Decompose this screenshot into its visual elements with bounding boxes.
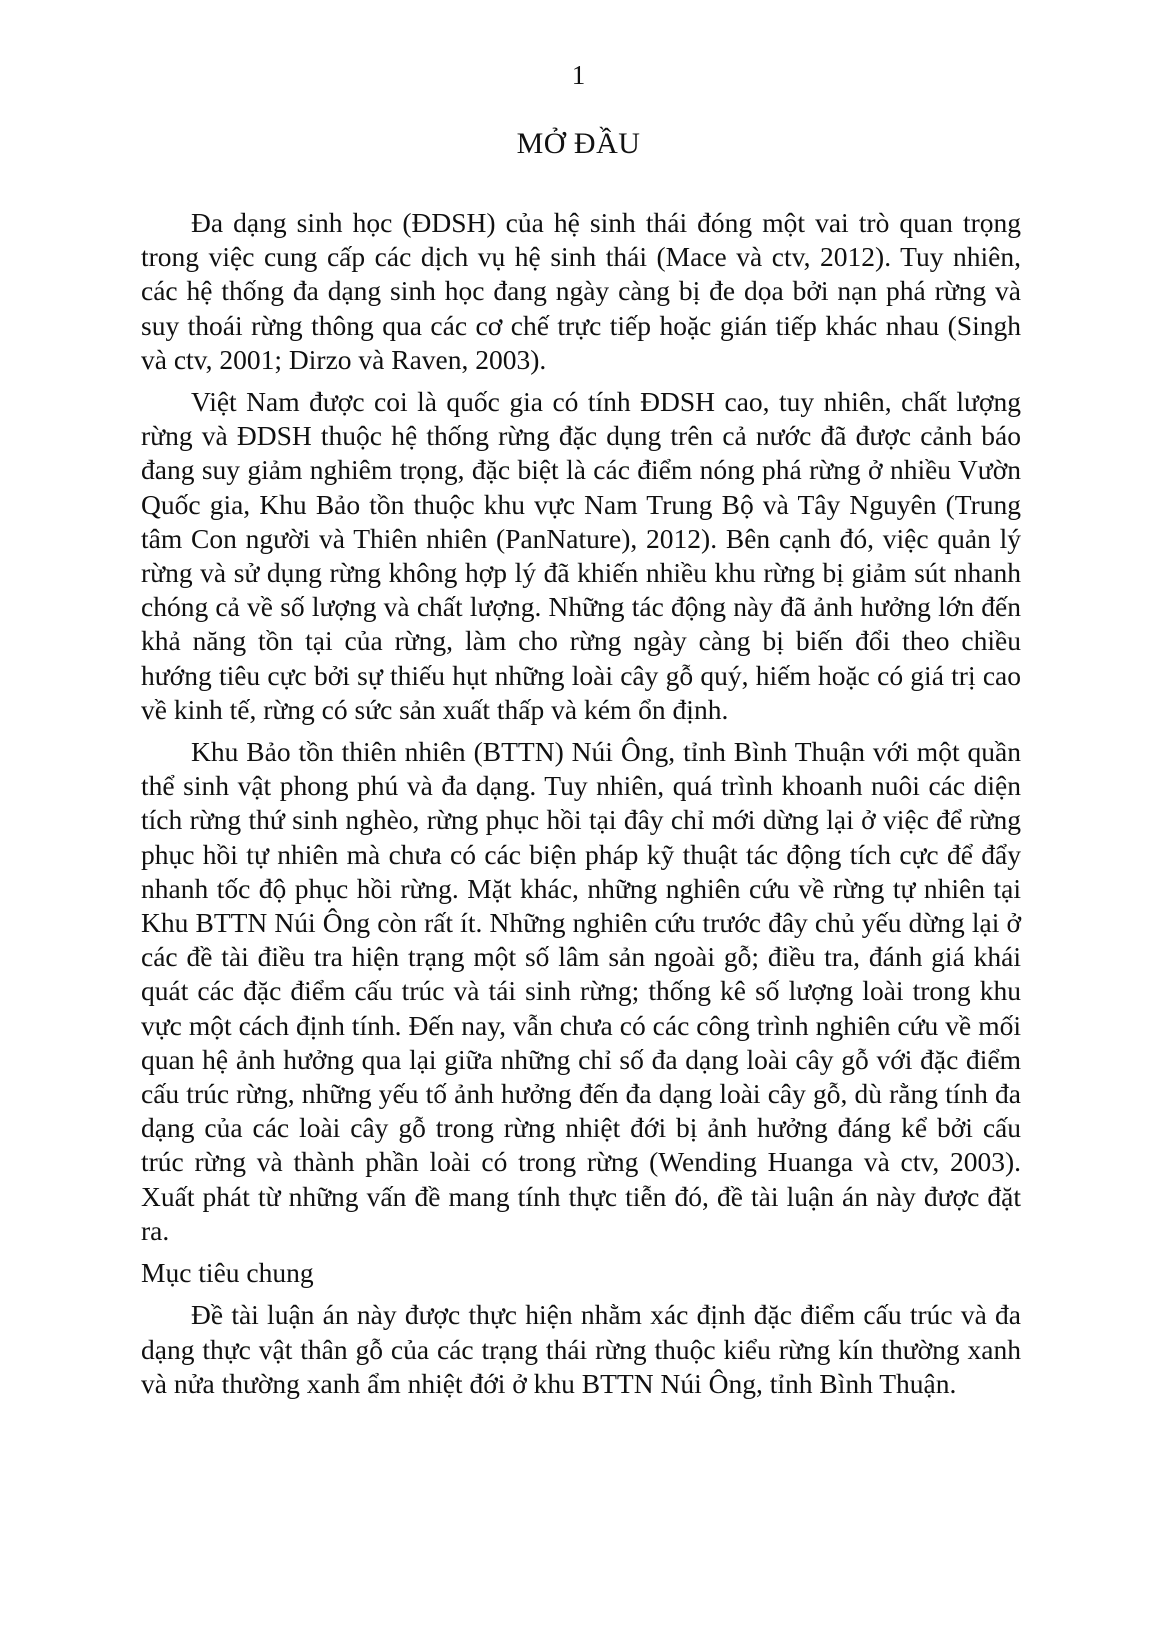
section-heading-general-objective: Mục tiêu chung [141,1257,314,1289]
paragraph-nui-ong-reserve: Khu Bảo tồn thiên nhiên (BTTN) Núi Ông, tỉnh Bình Thuận với một quần thể sinh vật phong phú và đa dạng. Tuy nhiên, quá trình khoanh nuôi các diện tích rừng thứ sinh nghèo, rừng phục hồi tại đây chỉ mới dừng lại ở việc để rừng phục hồi tự nhiên mà chưa có các biện pháp kỹ thuật tác động tích cực để đẩy nhanh tốc độ phục hồi rừng. Mặt khác, những nghiên cứu về rừng tự nhiên tại Khu BTTN Núi Ông còn rất ít. Những nghiên cứu trước đây chủ yếu dừng lại ở các đề tài điều tra hiện trạng một số lâm sản ngoài gỗ; điều tra, đánh giá khái quát các đặc điểm cấu trúc và tái sinh rừng; thống kê số lượng loài trong khu vực một cách định tính. Đến nay, vẫn chưa có các công trình nghiên cứu về mối quan hệ ảnh hưởng qua lại giữa những chỉ số đa dạng loài cây gỗ với đặc điểm cấu trúc rừng, những yếu tố ảnh hưởng đến đa dạng loài cây gỗ, dù rằng tính đa dạng của các loài cây gỗ trong rừng nhiệt đới bị ảnh hưởng đáng kể bởi cấu trúc rừng và thành phần loài có trong rừng (Wending Huanga và ctv, 2003). Xuất phát từ những vấn đề mang tính thực tiễn đó, đề tài luận án này được đặt ra. [141,736,1021,1246]
paragraph-vietnam-forests: Việt Nam được coi là quốc gia có tính ĐDSH cao, tuy nhiên, chất lượng rừng và ĐDSH thuộc hệ thống rừng đặc dụng trên cả nước đã được cảnh báo đang suy giảm nghiêm trọng, đặc biệt là các điểm nóng phá rừng ở nhiều Vườn Quốc gia, Khu Bảo tồn thuộc khu vực Nam Trung Bộ và Tây Nguyên (Trung tâm Con người và Thiên nhiên (PanNature), 2012). Bên cạnh đó, việc quản lý rừng và sử dụng rừng không hợp lý đã khiến nhiều khu rừng bị giảm sút nhanh chóng cả về số lượng và chất lượng. Những tác động này đã ảnh hưởng lớn đến khả năng tồn tại của rừng, làm cho rừng ngày càng bị biến đổi theo chiều hướng tiêu cực bởi sự thiếu hụt những loài cây gỗ quý, hiếm hoặc có giá trị cao về kinh tế, rừng có sức sản xuất thấp và kém ổn định. [141,386,1021,725]
page-title: MỞ ĐẦU [516,127,641,160]
paragraph-biodiversity-intro: Đa dạng sinh học (ĐDSH) của hệ sinh thái đóng một vai trò quan trọng trong việc cung cấp các dịch vụ hệ sinh thái (Mace và ctv, 2012). Tuy nhiên, các hệ thống đa dạng sinh học đang ngày càng bị đe dọa bởi nạn phá rừng và suy thoái rừng thông qua các cơ chế trực tiếp hoặc gián tiếp khác nhau (Singh và ctv, 2001; Dirzo và Raven, 2003). [141,207,1021,375]
page-number: 1 [571,60,586,90]
paragraph-general-objective: Đề tài luận án này được thực hiện nhằm xác định đặc điểm cấu trúc và đa dạng thực vật thân gỗ của các trạng thái rừng thuộc kiểu rừng kín thường xanh và nửa thường xanh ẩm nhiệt đới ở khu BTTN Núi Ông, tỉnh Bình Thuận. [141,1299,1021,1399]
document-body [141,206,1021,1409]
